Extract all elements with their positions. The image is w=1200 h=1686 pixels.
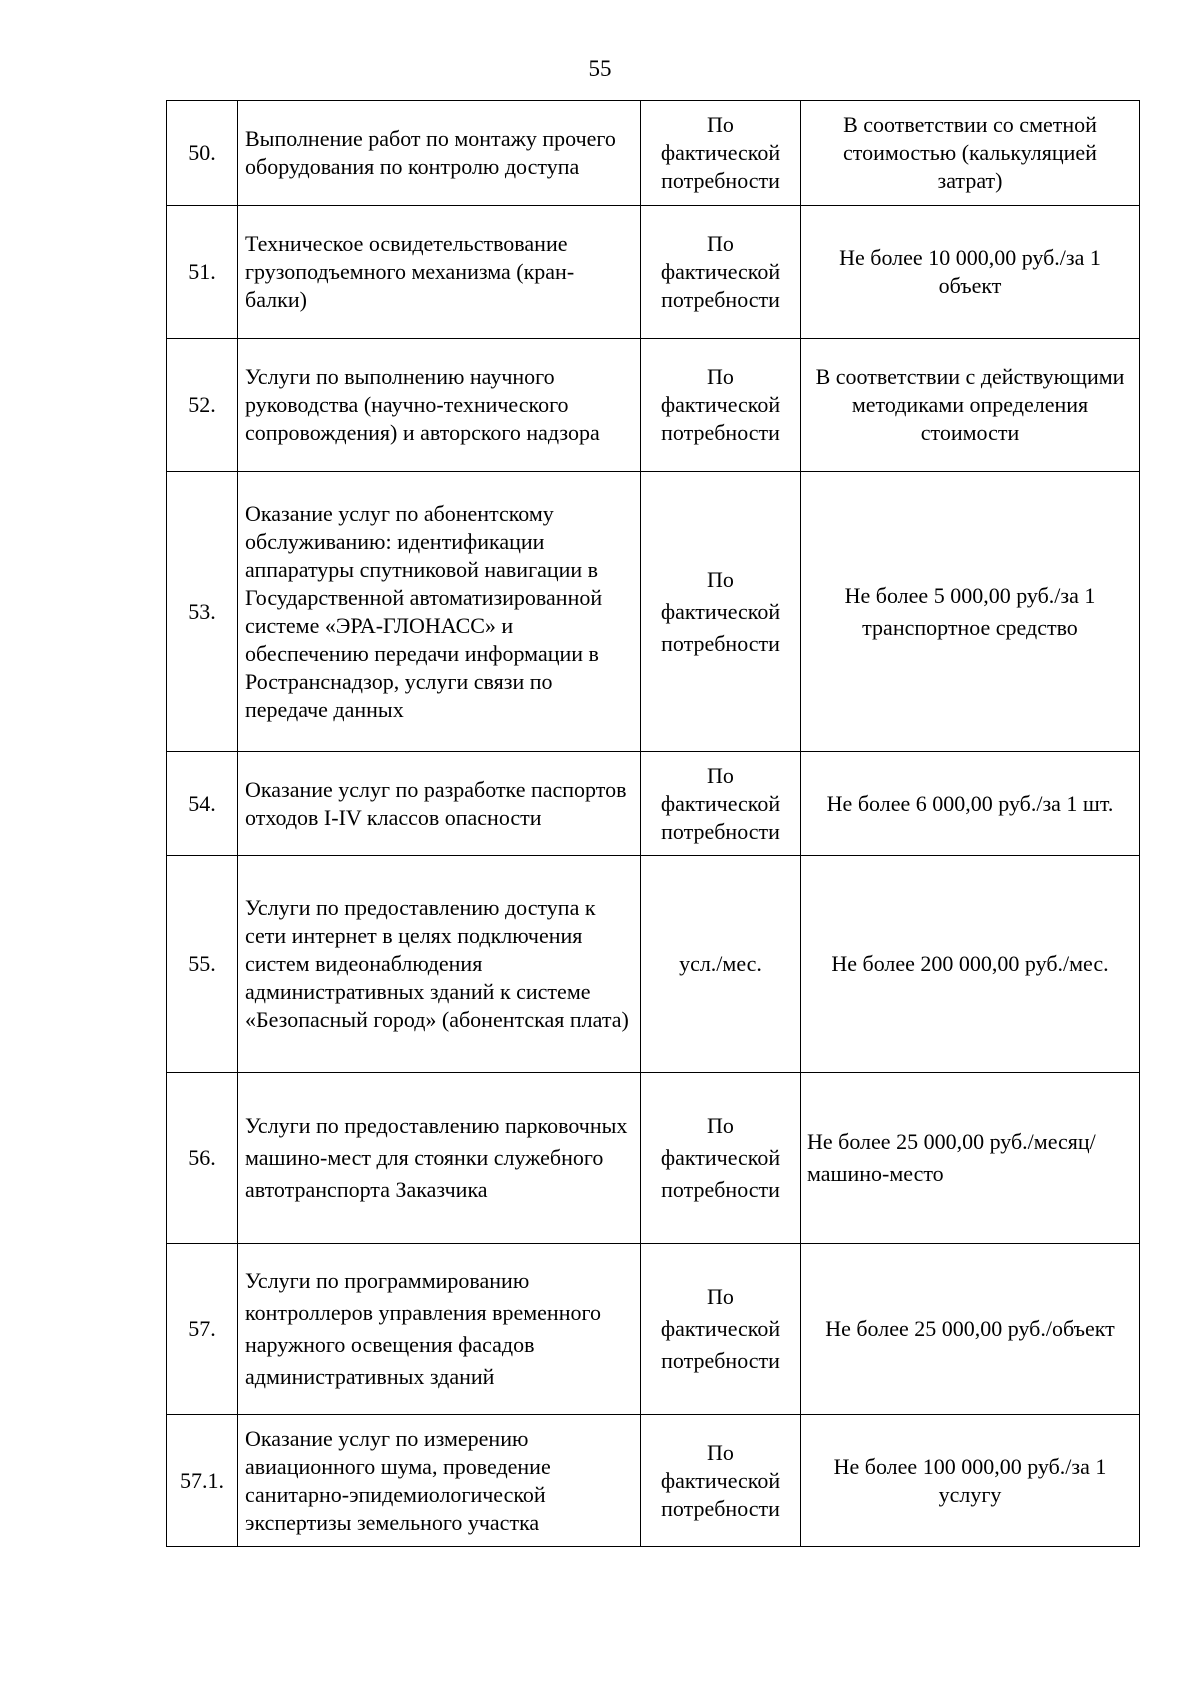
service-quantity: По фактической потребности (641, 1073, 801, 1244)
service-price: В соответствии с действующими методиками определения стоимости (801, 339, 1140, 472)
service-quantity: По фактической потребности (641, 1244, 801, 1415)
service-quantity: По фактической потребности (641, 1415, 801, 1547)
service-quantity: усл./мес. (641, 856, 801, 1073)
row-number: 50. (167, 101, 238, 206)
row-number: 52. (167, 339, 238, 472)
row-number: 57. (167, 1244, 238, 1415)
service-quantity: По фактической потребности (641, 206, 801, 339)
row-number: 51. (167, 206, 238, 339)
service-price: Не более 5 000,00 руб./за 1 транспортное средство (801, 472, 1140, 752)
table-row (167, 472, 1140, 752)
row-number: 53. (167, 472, 238, 752)
service-quantity: По фактической потребности (641, 339, 801, 472)
table-row (167, 206, 1140, 339)
service-quantity: По фактической потребности (641, 472, 801, 752)
service-description: Оказание услуг по разработке паспортов отходов I-IV классов опасности (238, 752, 641, 856)
row-number: 56. (167, 1073, 238, 1244)
service-description: Услуги по выполнению научного руководства (научно-технического сопровождения) и авторского надзора (238, 339, 641, 472)
table-row (167, 1415, 1140, 1547)
service-description: Услуги по предоставлению доступа к сети интернет в целях подключения систем видеонаблюдения административных зданий к системе «Безопасный город» (абонентская плата) (238, 856, 641, 1073)
service-quantity: По фактической потребности (641, 101, 801, 206)
service-price: Не более 25 000,00 руб./месяц/машино-место (801, 1073, 1140, 1244)
table-row (167, 752, 1140, 856)
table-row (167, 1244, 1140, 1415)
service-price: Не более 6 000,00 руб./за 1 шт. (801, 752, 1140, 856)
service-price: Не более 100 000,00 руб./за 1 услугу (801, 1415, 1140, 1547)
service-quantity: По фактической потребности (641, 752, 801, 856)
service-price: В соответствии со сметной стоимостью (калькуляцией затрат) (801, 101, 1140, 206)
row-number: 57.1. (167, 1415, 238, 1547)
service-description: Оказание услуг по абонентскому обслуживанию: идентификации аппаратуры спутниковой навигации в Государственной автоматизированной системе «ЭРА-ГЛОНАСС» и обеспечению передачи информации в Ространснадзор, услуги связи по передаче данных (238, 472, 641, 752)
service-description: Оказание услуг по измерению авиационного шума, проведение санитарно-эпидемиологической экспертизы земельного участка (238, 1415, 641, 1547)
service-price: Не более 25 000,00 руб./объект (801, 1244, 1140, 1415)
service-price: Не более 200 000,00 руб./мес. (801, 856, 1140, 1073)
row-number: 55. (167, 856, 238, 1073)
table-row (167, 1073, 1140, 1244)
service-description: Выполнение работ по монтажу прочего оборудования по контролю доступа (238, 101, 641, 206)
service-price: Не более 10 000,00 руб./за 1 объект (801, 206, 1140, 339)
service-description: Услуги по предоставлению парковочных машино-мест для стоянки служебного автотранспорта Заказчика (238, 1073, 641, 1244)
services-table (166, 100, 1140, 1547)
table-row (167, 339, 1140, 472)
page-number: 55 (588, 56, 612, 81)
row-number: 54. (167, 752, 238, 856)
service-description: Техническое освидетельствование грузоподъемного механизма (кран-балки) (238, 206, 641, 339)
service-description: Услуги по программированию контроллеров управления временного наружного освещения фасадов административных зданий (238, 1244, 641, 1415)
table-row (167, 856, 1140, 1073)
table-row (167, 101, 1140, 206)
